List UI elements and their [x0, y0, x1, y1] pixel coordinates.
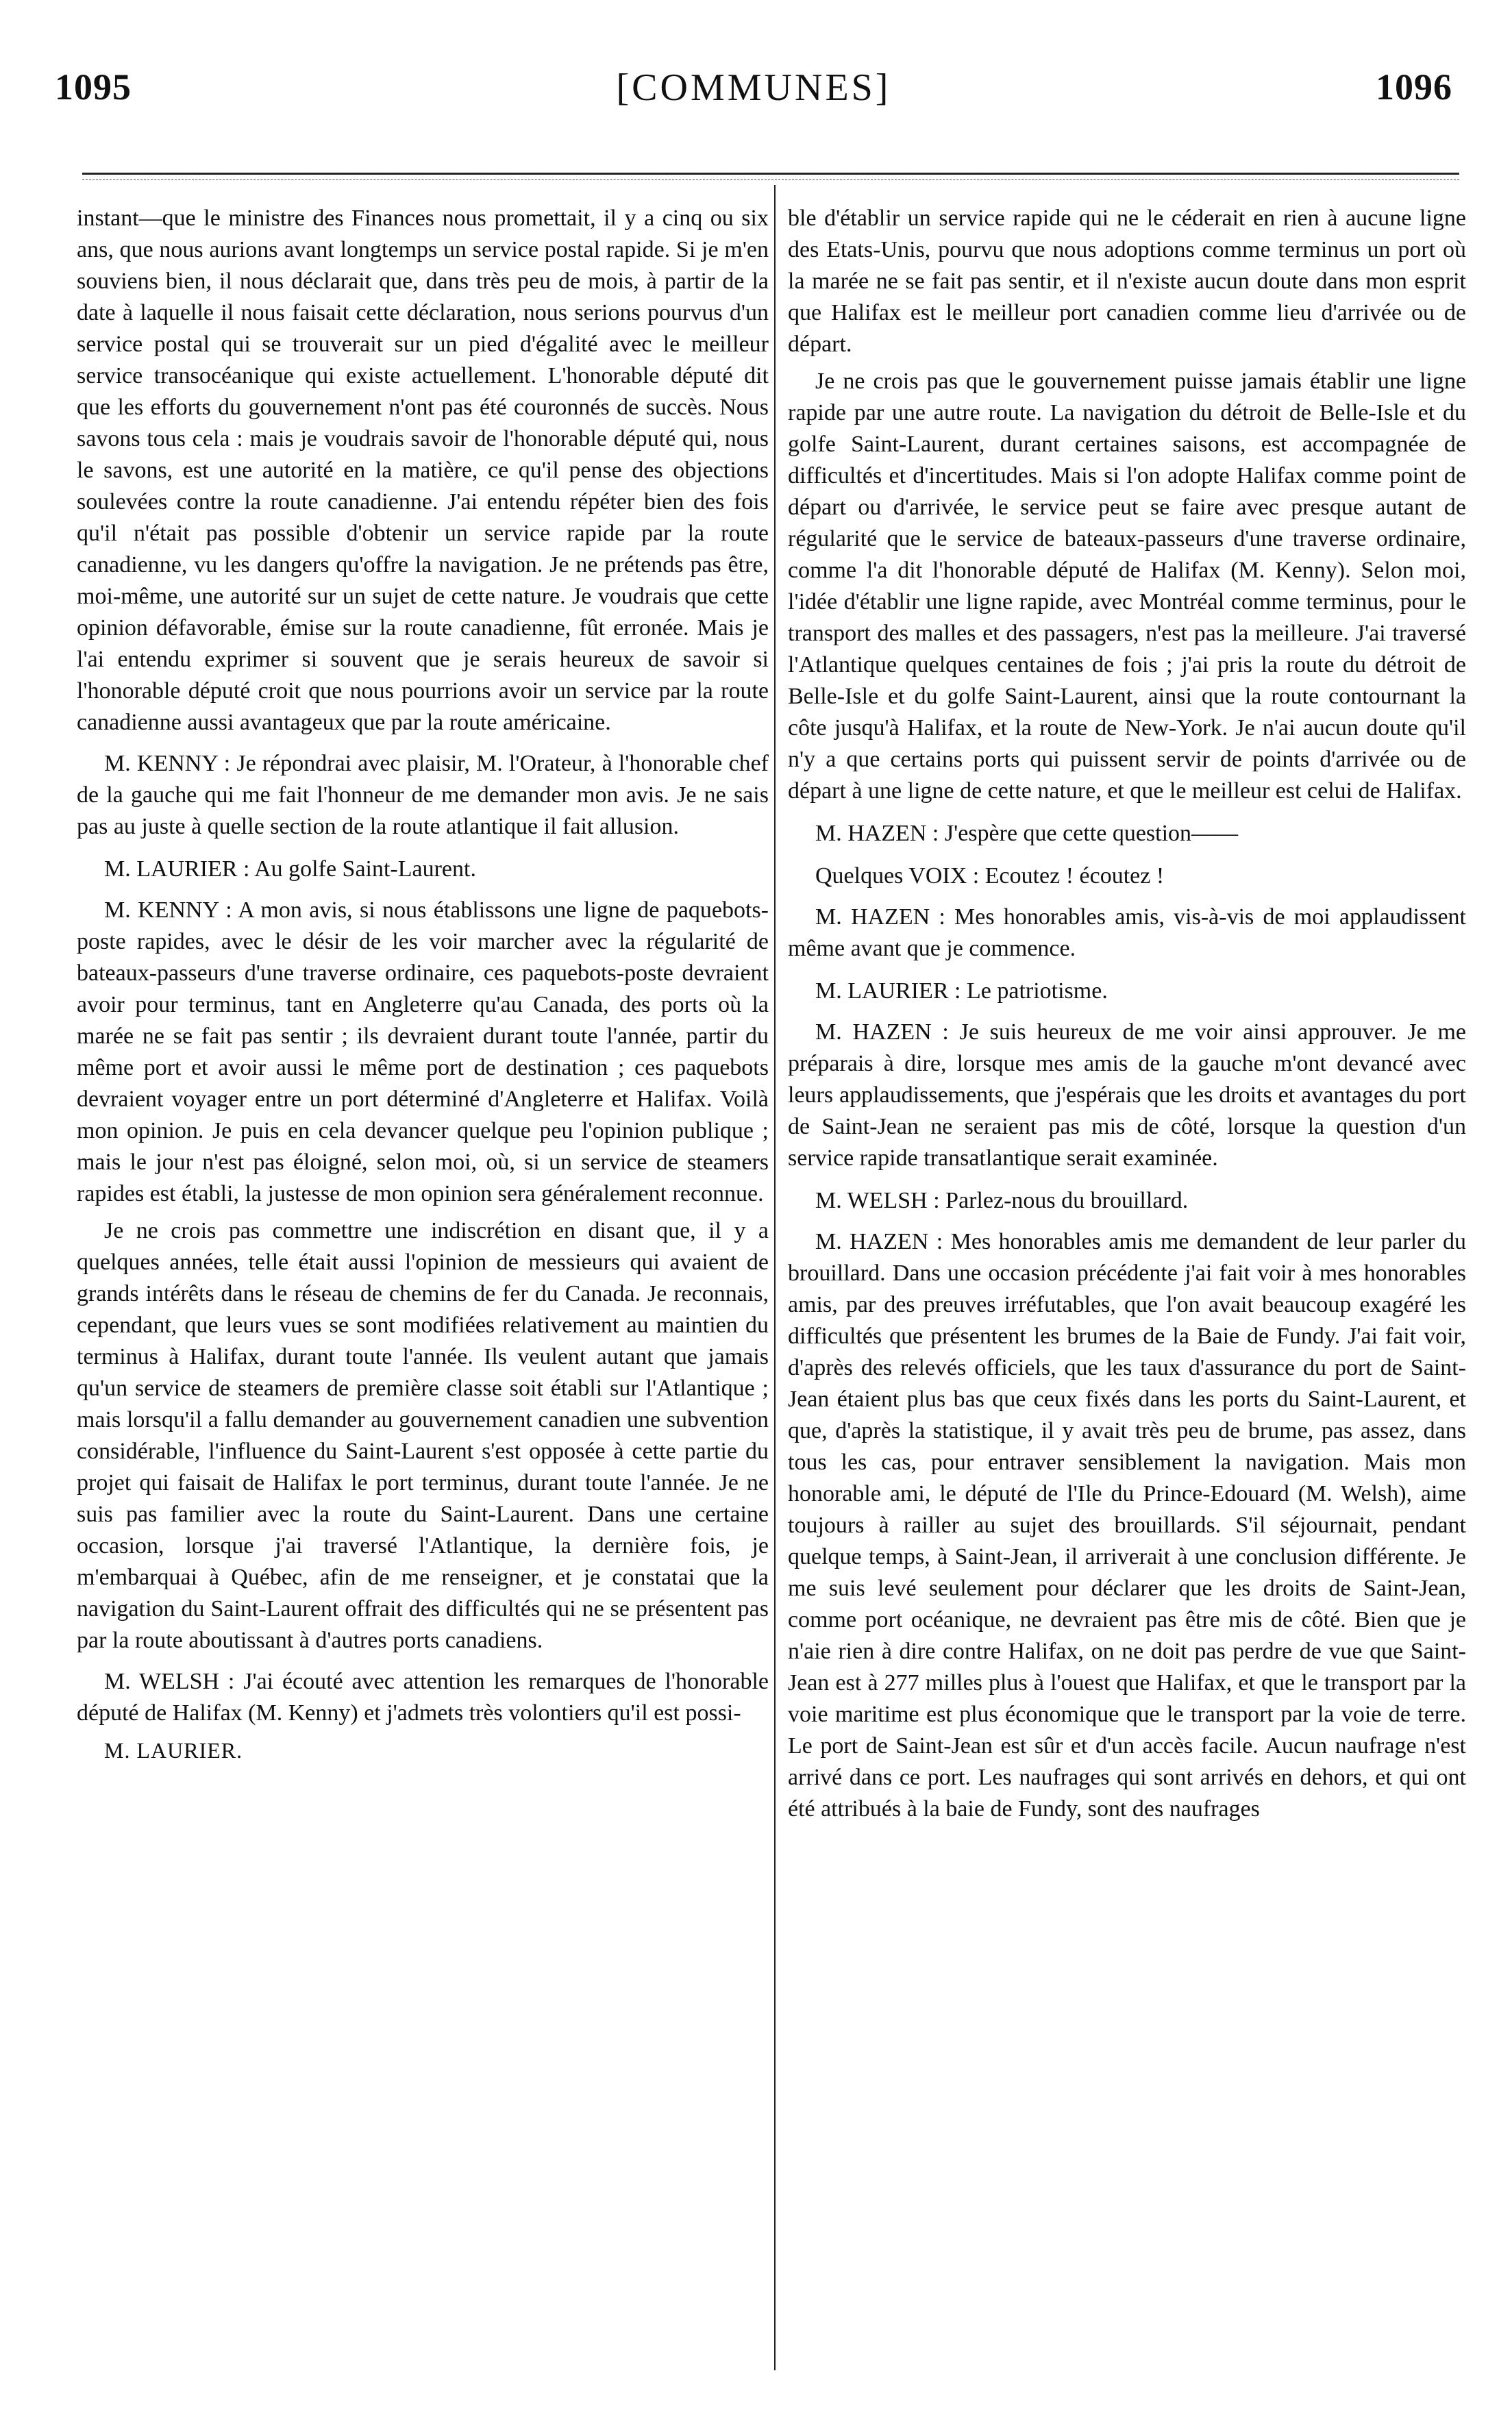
paragraph: M. WELSH : J'ai écouté avec attention les remarques de l'honorable député de Halifax (M. Kenny) et j'admets très volontiers qu'il est possi- [77, 1669, 769, 1726]
running-head: [COMMUNES] [616, 66, 891, 109]
paragraph: M. HAZEN : Je suis heureux de me voir ainsi approuver. Je me préparais à dire, lorsque mes amis de la gauche m'ont devancé avec leurs applaudissements, que j'espérais que les droits et avantages du port de Saint-Jean ne seraient pas mis de côté, lorsque la question d'un service rapide transatlantique serait examinée. [788, 1019, 1466, 1171]
paragraph: Je ne crois pas commettre une indiscrétion en disant que, il y a quelques années, telle était aussi l'opinion de messieurs qui avaient de grands intérêts dans le réseau de chemins de fer du Canada. Je reconnais, cependant, que leurs vues se sont modifiées relativement au maintien du terminus à Halifax, durant toute l'année. Ils veulent autant que jamais qu'un service de steamers de première classe soit établi sur l'Atlantique ; mais lorsqu'il a fallu demander au gouvernement canadien une subvention considérable, l'influence du Saint-Laurent s'est opposée à cette partie du projet qui faisait de Halifax le port terminus, durant toute l'année. Je ne suis pas familier avec la route du Saint-Laurent. Dans une certaine occasion, lorsque j'ai traversé l'Atlantique, la dernière fois, je m'embarquai à Québec, afin de me renseigner, et je constatai que la navigation du Saint-Laurent offrait des difficultés qui ne se présentent pas par la route aboutissant à d'autres ports canadiens. [77, 1218, 769, 1653]
paragraph: Je ne crois pas que le gouvernement puisse jamais établir une ligne rapide par une autre route. La navigation du détroit de Belle-Isle et du golfe Saint-Laurent, durant certaines saisons, est accompagnée de difficultés et d'incertitudes. Mais si l'on adopte Halifax comme point de départ ou d'arrivée, le service peut se faire avec presque autant de régularité que le service de bateaux-passeurs d'une traverse ordinaire, comme l'a dit l'honorable député de Halifax (M. Kenny). Selon moi, l'idée d'établir une ligne rapide, avec Montréal comme terminus, pour le transport des malles et des passagers, n'est pas la meilleure. J'ai traversé l'Atlantique quelques centaines de fois ; j'ai pris la route du détroit de Belle-Isle et du golfe Saint-Laurent, ainsi que la route contournant la côte jusqu'à Halifax, et la route de New-York. Je n'ai aucun doute qu'il n'y a que certains ports qui puissent servir de points d'arrivée ou de départ à une ligne de cette nature, et que le meilleur est celui de Halifax. [788, 369, 1466, 804]
page-number-left: 1095 [55, 66, 132, 108]
header-rule [82, 173, 1459, 175]
paragraph: instant—que le ministre des Finances nous promettait, il y a cinq ou six ans, que nous aurions avant longtemps un service postal rapide. Si je m'en souviens bien, il nous déclarait que, dans très peu de mois, à partir de la date à laquelle il nous faisait cette déclaration, nous serions pourvus d'un service postal qui se trouverait sur un pied d'égalité avec le meilleur service transocéanique qui existe actuellement. L'honorable député dit que les efforts du gouvernement n'ont pas été couronnés de succès. Nous savons tous cela : mais je voudrais savoir de l'honorable député qui, nous le savons, est une autorité en la matière, ce qu'il pense des objections soulevées contre la route canadienne. J'ai entendu répéter bien des fois qu'il n'était pas possible d'obtenir un service rapide par la route canadienne, vu les dangers qu'offre la navigation. Je ne prétends pas être, moi-même, une autorité sur un sujet de cette nature. Je voudrais que cette opinion défavorable, émise sur la route canadienne, fût erronée. Mais je l'ai entendu exprimer si souvent que je serais heureux de savoir si l'honorable député croit que nous pourrions avoir un service par la route canadienne aussi avantageux que par la route américaine. [77, 206, 769, 735]
paragraph: M. LAURIER : Au golfe Saint-Laurent. [104, 856, 476, 882]
page-header [55, 66, 1452, 134]
paragraph: M. KENNY : Je répondrai avec plaisir, M. l'Orateur, à l'honorable chef de la gauche qui me fait l'honneur de me demander mon avis. Je ne sais pas au juste à quelle section de la route atlantique il fait allusion. [77, 751, 769, 839]
catchword: M. LAURIER. [104, 1738, 243, 1763]
left-column [77, 203, 769, 1766]
paragraph: M. HAZEN : Mes honorables amis, vis-à-vis de moi applaudissent même avant que je commence. [788, 904, 1466, 961]
paragraph: ble d'établir un service rapide qui ne le céderait en rien à aucune ligne des Etats-Unis, pourvu que nous adoptions comme terminus un port où la marée ne se fait pas sentir, et il n'existe aucun doute dans mon esprit que Halifax est le meilleur port canadien comme lieu d'arrivée ou de départ. [788, 206, 1466, 357]
paragraph: M. LAURIER : Le patriotisme. [815, 978, 1108, 1004]
paragraph: Quelques VOIX : Ecoutez ! écoutez ! [815, 863, 1165, 889]
column-divider [774, 185, 776, 2370]
paragraph: M. KENNY : A mon avis, si nous établissons une ligne de paquebots-poste rapides, avec le désir de les voir marcher avec la régularité de bateaux-passeurs d'une traverse ordinaire, ces paquebots-poste devraient avoir pour terminus, tant en Angleterre qu'au Canada, des ports où la marée ne se fait pas sentir ; ils devraient durant toute l'année, partir du même port et avoir aussi le même port de destination ; ces paquebots devraient voyager entre un port déterminé d'Angleterre et Halifax. Voilà mon opinion. Je puis en cela devancer quelque peu l'opinion publique ; mais le jour n'est pas éloigné, selon moi, où, si un service de steamers rapides est établi, la justesse de mon opinion sera généralement reconnue. [77, 897, 769, 1206]
page-number-right: 1096 [1376, 66, 1452, 108]
header-rule-dashed [82, 179, 1459, 180]
paragraph: M. WELSH : Parlez-nous du brouillard. [815, 1188, 1189, 1213]
paragraph: M. HAZEN : J'espère que cette question—— [815, 821, 1239, 846]
right-column [788, 203, 1466, 1830]
paragraph: M. HAZEN : Mes honorables amis me demandent de leur parler du brouillard. Dans une occasion précédente j'ai fait voir à mes honorables amis, par des preuves irréfutables, que l'on avait beaucoup exagéré les difficultés que présentent les brumes de la Baie de Fundy. J'ai fait voir, d'après des relevés officiels, que les taux d'assurance du port de Saint-Jean étaient plus bas que ceux fixés dans les ports du Saint-Laurent, et que, d'après la statistique, il y avait très peu de brume, pas assez, dans tous les cas, pour entraver sensiblement la navigation. Mais mon honorable ami, le député de l'Ile du Prince-Edouard (M. Welsh), aime toujours à railler au sujet des brouillards. S'il séjournait, pendant quelque temps, à Saint-Jean, il arriverait à une conclusion différente. Je me suis levé seulement pour déclarer que les droits de Saint-Jean, comme port océanique, ne devraient pas être mis de côté. Bien que je n'aie rien à dire contre Halifax, on ne doit pas perdre de vue que Saint-Jean est à 277 milles plus à l'ouest que Halifax, et que le transport par la voie maritime est plus économique que le transport par la voie de terre. Le port de Saint-Jean est sûr et d'un accès facile. Aucun naufrage n'est arrivé dans ce port. Les naufrages qui sont arrivés en dehors, et qui ont été attribués à la baie de Fundy, sont des naufrages [788, 1229, 1466, 1822]
